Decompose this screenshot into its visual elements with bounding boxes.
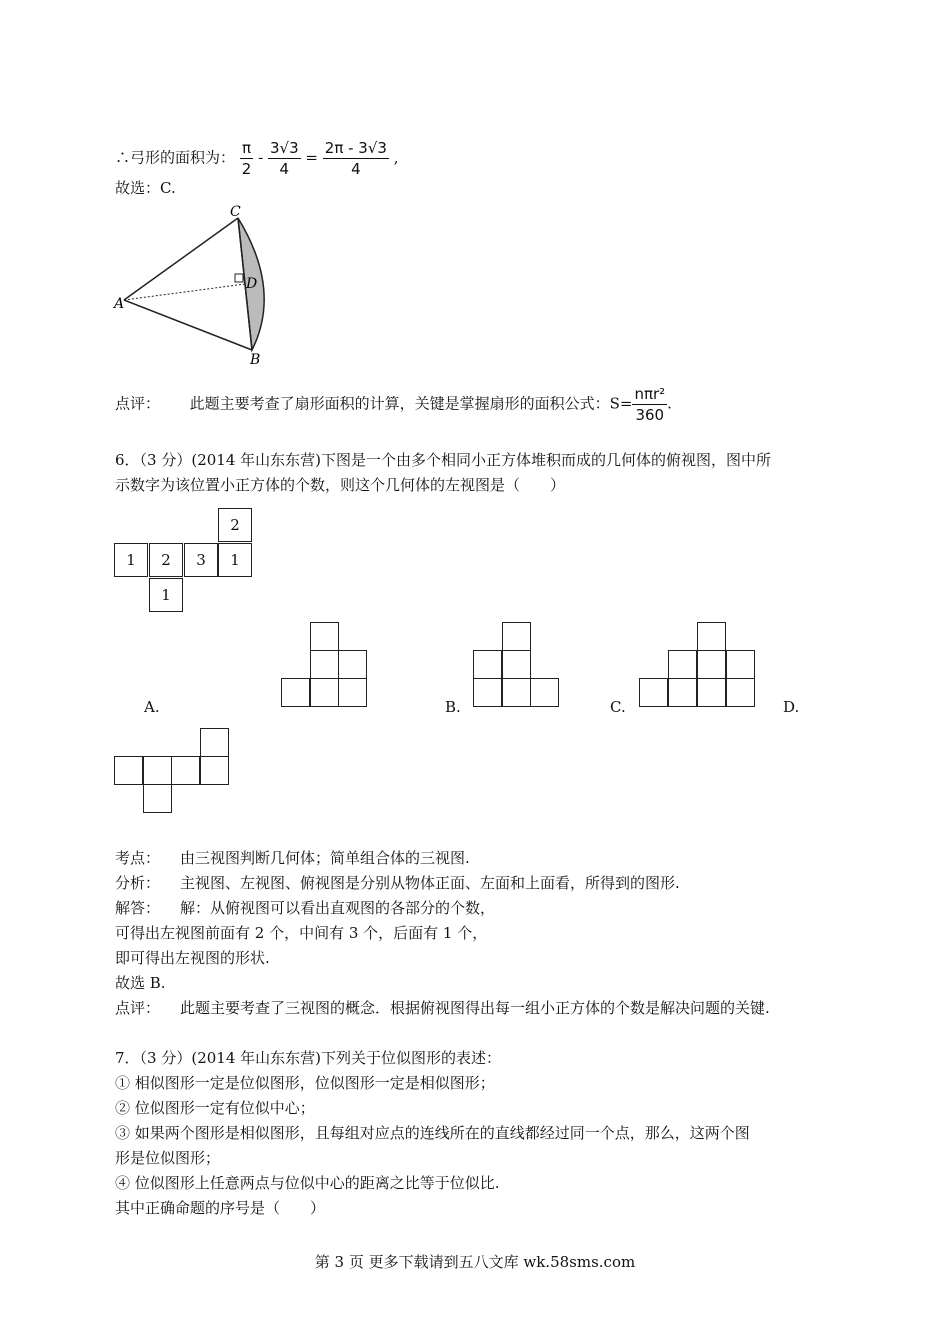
option-d-label: D.	[783, 698, 800, 716]
right-angle-mark	[235, 274, 243, 282]
label-b: B	[250, 352, 261, 368]
question-7-ask: 其中正确命题的序号是（ ）	[115, 1199, 326, 1217]
answer-6-line-3: 即可得出左视图的形状.	[115, 949, 270, 967]
label-c: C	[230, 204, 241, 220]
block	[502, 678, 531, 707]
analysis-6: 分析： 主视图、左视图、俯视图是分别从物体正面、左面和上面看，所得到的图形.	[115, 874, 680, 892]
block	[143, 756, 172, 785]
top-view-cell-top: 2	[218, 508, 252, 542]
line-ac	[124, 218, 238, 300]
line-ab	[124, 300, 252, 350]
review-label: 点评：	[115, 394, 161, 413]
block	[310, 650, 339, 679]
review-6: 点评： 此题主要考查了三视图的概念．根据俯视图得出每一组小正方体的个数是解决问题的关键.	[115, 999, 770, 1017]
fraction-pi-over-2: $\frac{\pi}{2}$	[241, 139, 252, 178]
answer-line-5: 故选：C.	[115, 179, 176, 197]
block	[281, 678, 310, 707]
comma: ,	[393, 148, 399, 167]
block	[726, 650, 755, 679]
statement-1: ① 相似图形一定是位似图形，位似图形一定是相似图形；	[115, 1074, 495, 1092]
top-view-cell: 1	[218, 543, 252, 577]
question-6-line-1: 6．（3 分）(2014 年山东东营)下图是一个由多个相同小正方体堆积而成的几何体的俯视图，图中所	[115, 451, 772, 469]
block	[143, 784, 172, 813]
area-prefix: ∴弓形的面积为：	[115, 148, 236, 167]
block	[114, 756, 143, 785]
block	[726, 678, 755, 707]
block	[171, 756, 200, 785]
block	[697, 622, 726, 651]
block	[697, 650, 726, 679]
block	[338, 678, 367, 707]
statement-4: ④ 位似图形上任意两点与位似中心的距离之比等于位似比.	[115, 1174, 500, 1192]
answer-6: 解答： 解：从俯视图可以看出直观图的各部分的个数，	[115, 899, 496, 917]
top-view-cell-bottom: 1	[149, 578, 183, 612]
key-point-6: 考点： 由三视图判断几何体；简单组合体的三视图.	[115, 849, 470, 867]
top-view-cell: 1	[114, 543, 148, 577]
block	[310, 622, 339, 651]
statement-2: ② 位似图形一定有位似中心；	[115, 1099, 315, 1117]
block	[473, 678, 502, 707]
choice-6: 故选 B.	[115, 974, 166, 992]
review-5: 点评： 此题主要考查了扇形面积的计算，关键是掌握扇形的面积公式：S= $\frac{\text{nπr²}}{360}$ .	[115, 385, 672, 424]
option-c-label: C.	[610, 698, 626, 716]
equals-sign: =	[305, 148, 318, 167]
fraction-result: $\frac{2\pi - 3√3}{4}$	[324, 139, 387, 178]
block	[697, 678, 726, 707]
block	[639, 678, 668, 707]
top-view-cell: 3	[184, 543, 218, 577]
page-footer: 第 3 页 更多下载请到五八文库 wk.58sms.com	[314, 1253, 636, 1271]
block	[338, 650, 367, 679]
option-a-label: A.	[144, 698, 160, 716]
block	[502, 622, 531, 651]
sector-figure	[110, 200, 270, 372]
block	[668, 650, 697, 679]
top-view-cell: 2	[149, 543, 183, 577]
question-6-line-2: 示数字为该位置小正方体的个数，则这个几何体的左视图是（ ）	[115, 476, 566, 494]
block	[310, 678, 339, 707]
area-formula-line	[115, 138, 399, 179]
question-7-line-1: 7．（3 分）(2014 年山东东营)下列关于位似图形的表述：	[115, 1049, 502, 1067]
label-a: A	[114, 296, 125, 312]
block	[200, 756, 229, 785]
statement-3a: ③ 如果两个图形是相似图形，且每组对应点的连线所在的直线都经过同一个点，那么，这两个图	[115, 1124, 750, 1142]
block	[530, 678, 559, 707]
answer-6-line-2: 可得出左视图前面有 2 个，中间有 3 个，后面有 1 个，	[115, 924, 488, 942]
option-b-label: B.	[445, 698, 461, 716]
block	[668, 678, 697, 707]
minus-sign: -	[258, 148, 264, 167]
sector-area-formula: $\frac{\text{nπr²}}{360}$	[634, 385, 666, 424]
block	[502, 650, 531, 679]
block	[473, 650, 502, 679]
fraction-3root3-over-4: $\frac{3√3}{4}$	[269, 139, 299, 178]
label-d: D	[246, 276, 258, 292]
statement-3b: 形是位似图形；	[115, 1149, 221, 1167]
block	[200, 728, 229, 757]
review-text: 此题主要考查了扇形面积的计算，关键是掌握扇形的面积公式：S=	[189, 394, 633, 413]
